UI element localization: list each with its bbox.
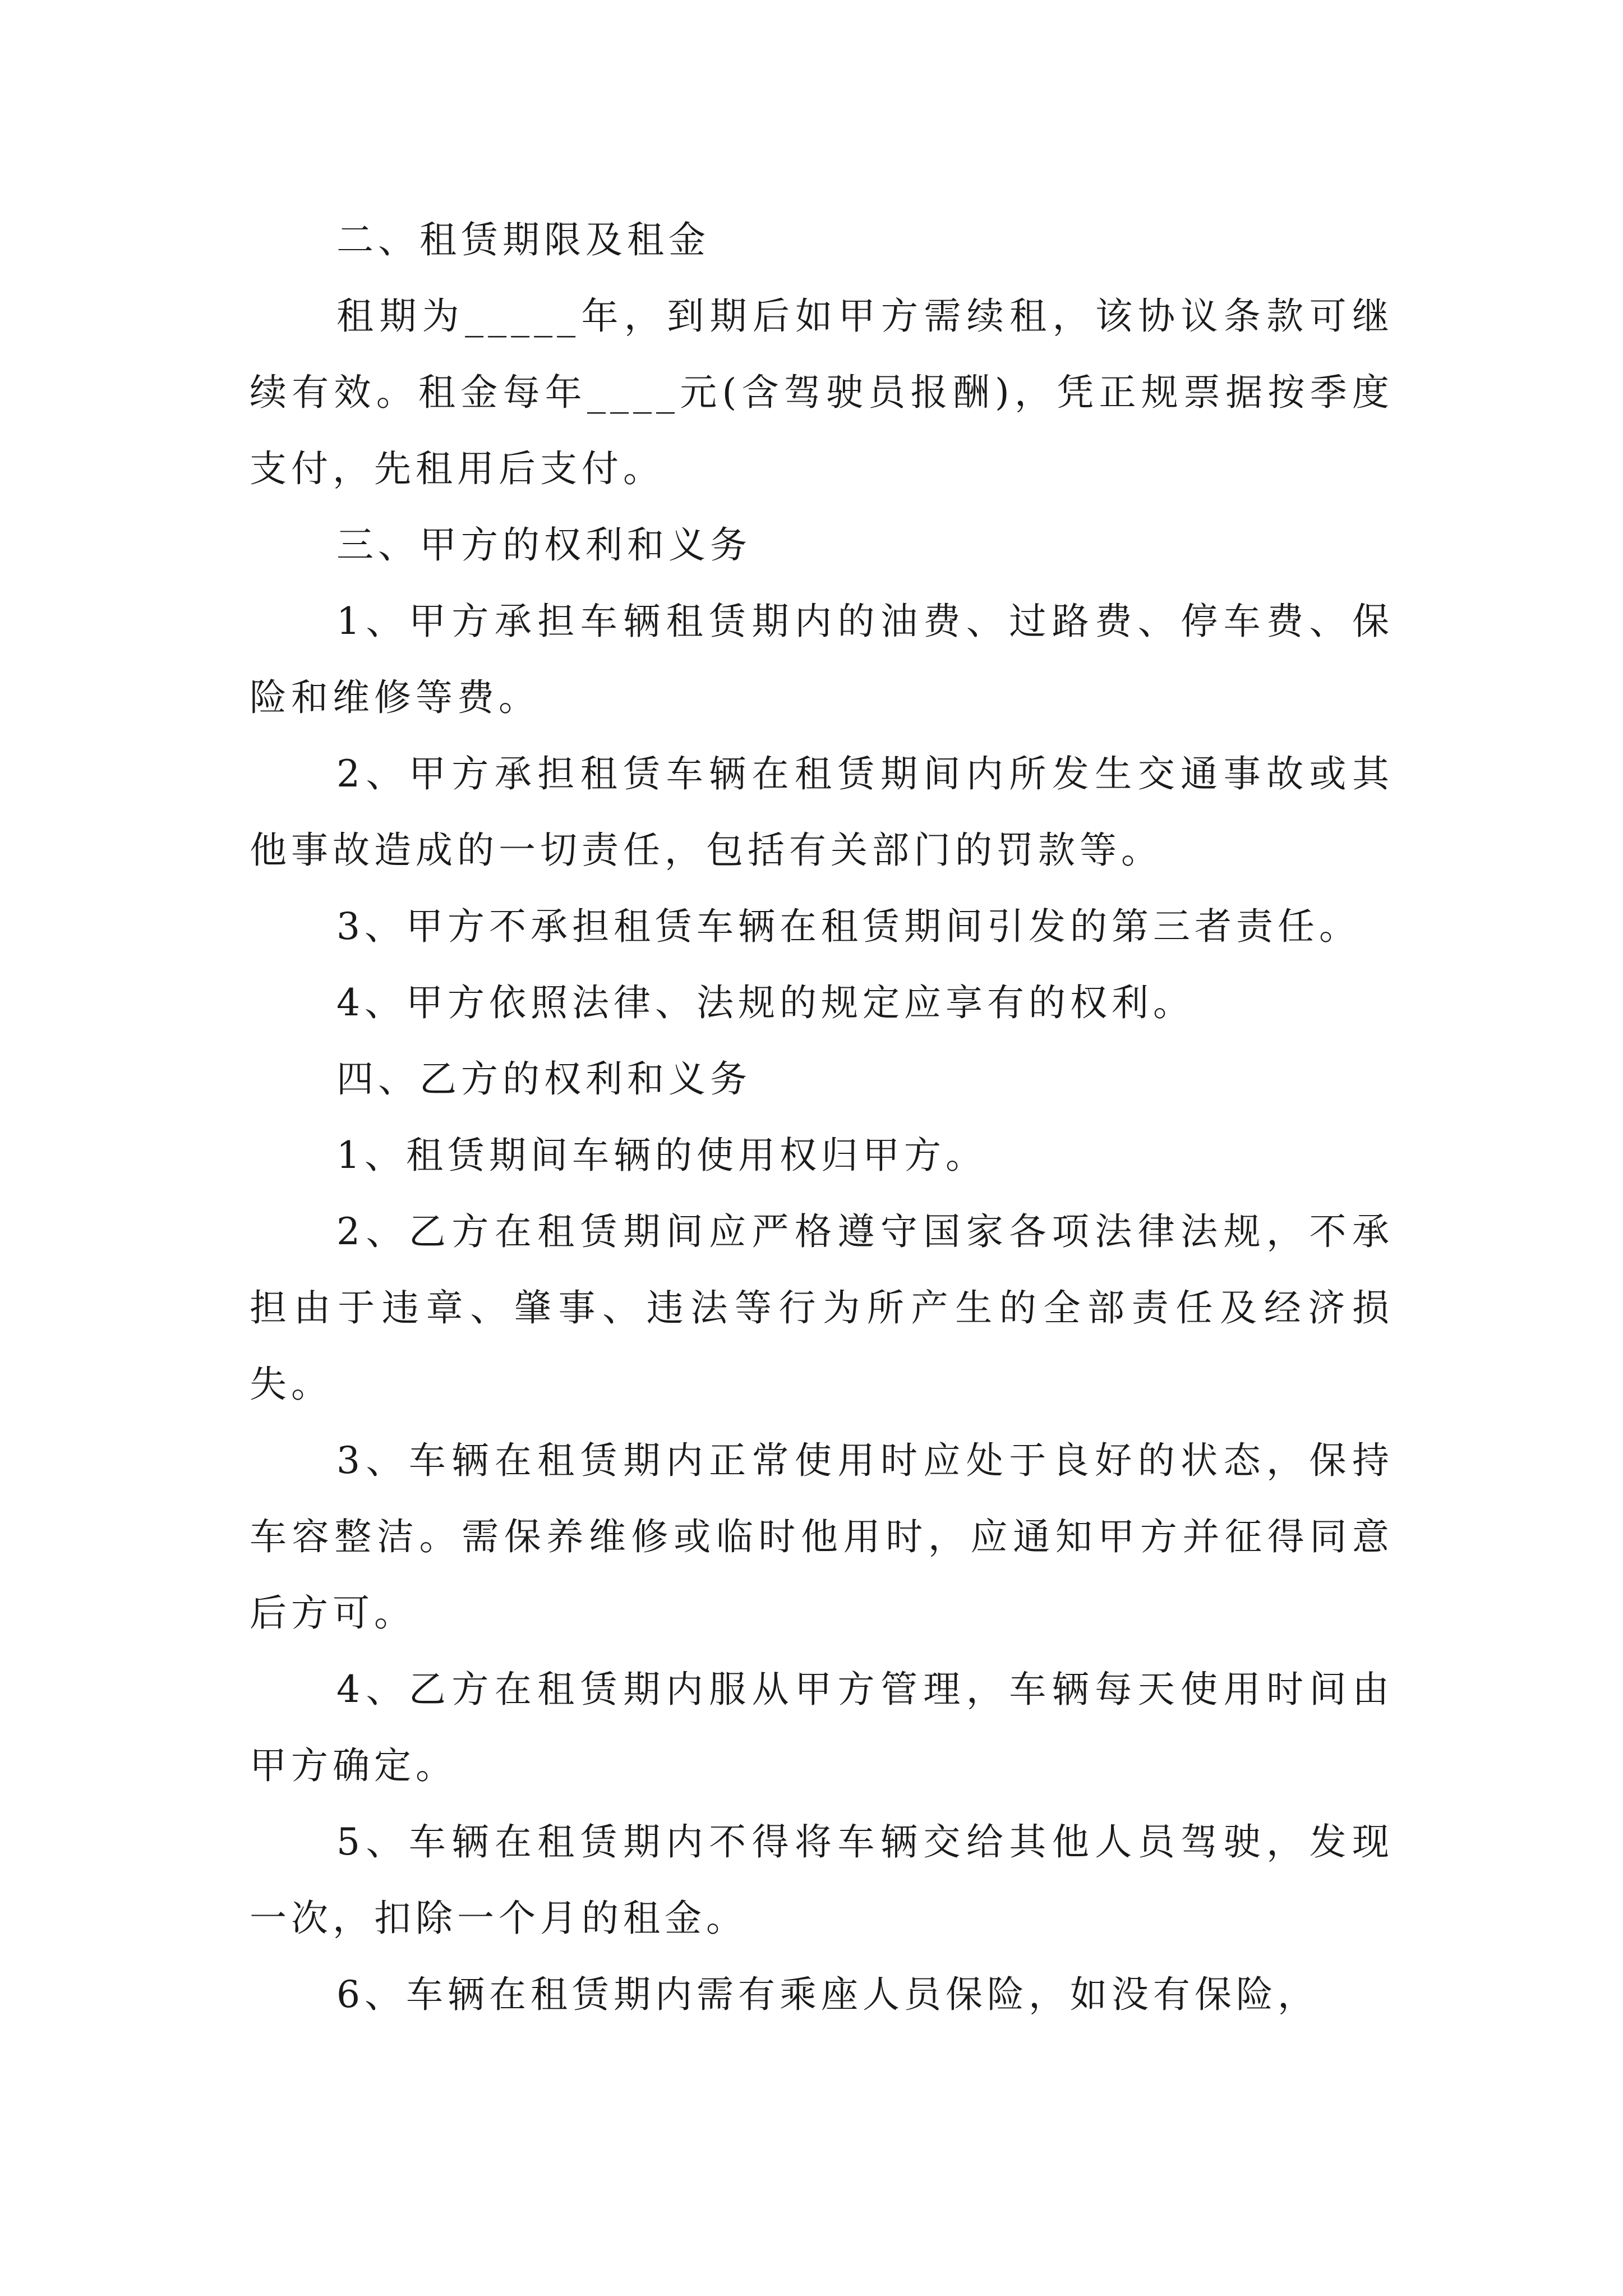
- document-page: [250, 202, 1394, 2033]
- paragraph-party-a-1: 1、甲方承担车辆租赁期内的油费、过路费、停车费、保险和维修等费。: [250, 600, 1394, 719]
- paragraph-party-a-3: 3、甲方不承担租赁车辆在租赁期间引发的第三者责任。: [336, 905, 1361, 948]
- section-heading-party-a: 三、甲方的权利和义务: [336, 523, 751, 567]
- paragraph-party-b-2: 2、乙方在租赁期间应严格遵守国家各项法律法规，不承担由于违章、肇事、违法等行为所产生的全部责任及经济损失。: [250, 1210, 1394, 1406]
- paragraph-party-b-1: 1、租赁期间车辆的使用权归甲方。: [336, 1134, 987, 1177]
- paragraph-party-a-2: 2、甲方承担租赁车辆在租赁期间内所发生交通事故或其他事故造成的一切责任，包括有关部门的罚款等。: [250, 752, 1394, 872]
- section-heading-lease-term: 二、租赁期限及租金: [336, 218, 710, 261]
- paragraph-party-b-6: 6、车辆在租赁期内需有乘座人员保险，如没有保险，: [336, 1973, 1319, 2016]
- paragraph-party-b-4: 4、乙方在租赁期内服从甲方管理，车辆每天使用时间由甲方确定。: [250, 1668, 1394, 1787]
- paragraph-party-b-5: 5、车辆在租赁期内不得将车辆交给其他人员驾驶，发现一次，扣除一个月的租金。: [250, 1820, 1394, 1940]
- section-heading-party-b: 四、乙方的权利和义务: [336, 1057, 751, 1101]
- paragraph-party-a-4: 4、甲方依照法律、法规的规定应享有的权利。: [336, 981, 1195, 1024]
- paragraph-lease-term: 租期为_____年，到期后如甲方需续租，该协议条款可继续有效。租金每年____元(含驾驶员报酬)，凭正规票据按季度支付，先租用后支付。: [250, 295, 1394, 490]
- paragraph-party-b-3: 3、车辆在租赁期内正常使用时应处于良好的状态，保持车容整洁。需保养维修或临时他用时，应通知甲方并征得同意后方可。: [250, 1439, 1394, 1635]
